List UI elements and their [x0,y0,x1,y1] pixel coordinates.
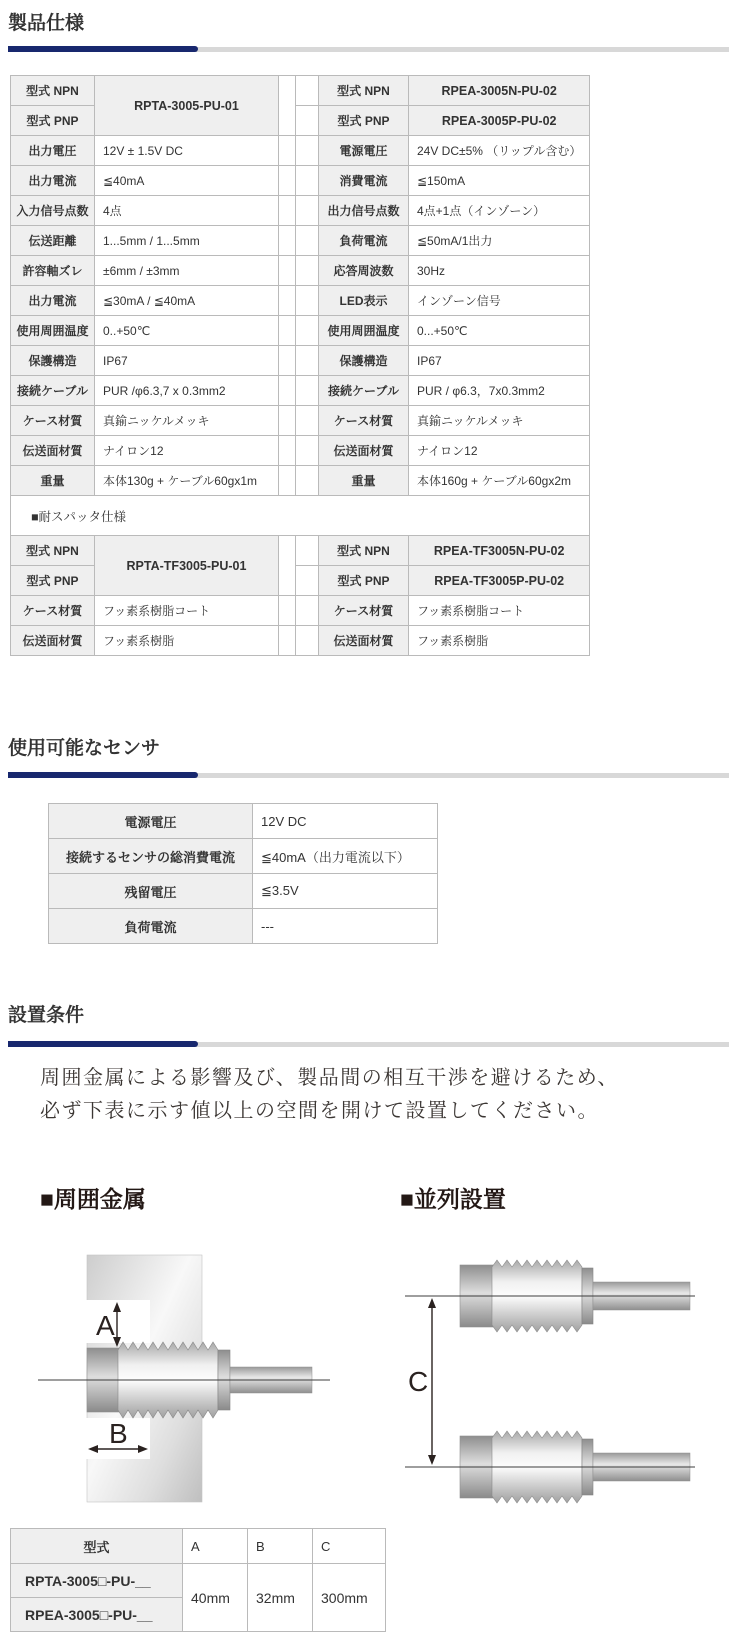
spacer-cell [296,196,319,226]
spacer-cell [296,466,319,496]
spec-label-cell: LED表示 [319,286,409,316]
spec-label-cell: 伝送面材質 [11,436,95,466]
table-row [11,196,590,226]
spacer-cell [296,596,319,626]
spec-label-cell: 出力電圧 [11,136,95,166]
spacer-cell [279,376,296,406]
spec-label-cell: 伝送面材質 [319,436,409,466]
spec-value-cell: 0..+50℃ [95,316,279,346]
dim-b-value: 32mm [248,1564,313,1632]
surrounding-metal-diagram [30,1225,350,1515]
spacer-cell [296,286,319,316]
spec-model-cell: RPTA-3005-PU-01 [95,76,279,136]
dimension-a-label: A [96,1310,115,1341]
spec-label-cell: 伝送面材質 [11,626,95,656]
table-row [11,166,590,196]
spacer-cell [279,136,296,166]
table-row [49,909,438,944]
section-rule-accent [8,1041,198,1047]
spec-value-cell: 真鍮ニッケルメッキ [409,406,590,436]
spec-label-cell: 型式 PNP [319,566,409,596]
spec-value-cell: フッ素系樹脂コート [409,596,590,626]
installation-note [40,1062,619,1128]
spec-value-cell: 1...5mm / 1...5mm [95,226,279,256]
spec-value-cell: 12V ± 1.5V DC [95,136,279,166]
spec-label-cell: 使用周囲温度 [319,316,409,346]
spec-label-cell: 型式 NPN [319,76,409,106]
installation-note-line1: 周囲金属による影響及び、製品間の相互干渉を避けるため、 [40,1067,619,1089]
spec-label-cell: 出力信号点数 [319,196,409,226]
table-row [49,804,438,839]
table-row [11,226,590,256]
spec-label-cell: 電源電圧 [319,136,409,166]
table-row [11,346,590,376]
spec-value-cell: 30Hz [409,256,590,286]
spacer-cell [296,346,319,376]
table-row [11,256,590,286]
sensor-value-cell: ≦3.5V [253,874,438,909]
table-row [11,376,590,406]
spacer-cell [279,286,296,316]
table-row [11,596,590,626]
table-row [11,1564,386,1598]
table-header-row [11,1529,386,1564]
spec-value-cell: ≦40mA [95,166,279,196]
table-row [49,874,438,909]
sensor-value-cell: ≦40mA（出力電流以下） [253,839,438,874]
spacer-cell [296,316,319,346]
section-rule-accent [8,772,198,778]
spacer-cell [279,316,296,346]
spec-label-cell: ケース材質 [319,406,409,436]
spec-label-cell: 入力信号点数 [11,196,95,226]
spec-label-cell: 保護構造 [11,346,95,376]
model-cell: RPTA-3005□-PU-__ [11,1564,183,1598]
spacer-cell [279,626,296,656]
spacer-cell [296,76,319,106]
spec-model-cell: RPEA-3005N-PU-02 [409,76,590,106]
spec-value-cell: ナイロン12 [409,436,590,466]
spec-value-cell: フッ素系樹脂 [95,626,279,656]
spec-value-cell: インゾーン信号 [409,286,590,316]
spec-model-cell: RPEA-TF3005P-PU-02 [409,566,590,596]
spec-label-cell: 型式 NPN [319,536,409,566]
spacer-cell [296,436,319,466]
spacer-cell [296,256,319,286]
dimension-b-label: B [109,1418,128,1449]
spec-label-cell: 型式 NPN [11,536,95,566]
spec-value-cell: 本体160g + ケーブル60gx2m [409,466,590,496]
spec-label-cell: 消費電流 [319,166,409,196]
spacer-cell [279,536,296,596]
spacer-cell [296,536,319,566]
spec-value-cell: 24V DC±5% （リップル含む） [409,136,590,166]
spec-value-cell: ≦50mA/1出力 [409,226,590,256]
spacer-cell [279,76,296,136]
spec-value-cell: ナイロン12 [95,436,279,466]
spec-label-cell: 重量 [11,466,95,496]
spacer-cell [296,376,319,406]
spec-model-cell: RPTA-TF3005-PU-01 [95,536,279,596]
spacer-cell [279,166,296,196]
diagram-title-parallel-mounting: ■並列設置 [400,1186,506,1212]
table-row [11,316,590,346]
spacer-cell [296,136,319,166]
spec-value-cell: ≦30mA / ≦40mA [95,286,279,316]
spec-value-cell: IP67 [95,346,279,376]
spec-label-cell: 接続ケーブル [319,376,409,406]
dim-c-value: 300mm [313,1564,386,1632]
spec-value-cell: ±6mm / ±3mm [95,256,279,286]
dimension-c-arrow [428,1298,436,1465]
spec-value-cell: 本体130g + ケーブル60gx1m [95,466,279,496]
usable-sensor-table [48,803,438,944]
spec-model-cell: RPEA-3005P-PU-02 [409,106,590,136]
clearance-dimension-table [10,1528,386,1632]
spec-value-cell: フッ素系樹脂 [409,626,590,656]
spacer-cell [279,436,296,466]
spec-label-cell: 許容軸ズレ [11,256,95,286]
table-row [11,536,590,566]
sensor-label-cell: 残留電圧 [49,874,253,909]
table-row-spatter-header [11,496,590,536]
spec-label-cell: 保護構造 [319,346,409,376]
spacer-cell [296,106,319,136]
spec-value-cell: 0...+50℃ [409,316,590,346]
spacer-cell [296,566,319,596]
spacer-cell [279,256,296,286]
spec-label-cell: 型式 PNP [11,566,95,596]
spacer-cell [296,226,319,256]
spacer-cell [279,346,296,376]
spacer-cell [279,466,296,496]
spec-value-cell: IP67 [409,346,590,376]
sensor-label-cell: 接続するセンサの総消費電流 [49,839,253,874]
sensor-value-cell: --- [253,909,438,944]
spec-label-cell: 型式 NPN [11,76,95,106]
sensor-label-cell: 負荷電流 [49,909,253,944]
sensor-label-cell: 電源電圧 [49,804,253,839]
spec-label-cell: 接続ケーブル [11,376,95,406]
spacer-cell [279,596,296,626]
spec-label-cell: 重量 [319,466,409,496]
spec-label-cell: ケース材質 [11,596,95,626]
column-header-b: B [248,1529,313,1564]
spec-value-cell: PUR /φ6.3,7 x 0.3mm2 [95,376,279,406]
table-row [11,136,590,166]
spacer-cell [279,406,296,436]
spec-label-cell: 伝送距離 [11,226,95,256]
spec-value-cell: 4点 [95,196,279,226]
spacer-cell [279,226,296,256]
spacer-cell [296,626,319,656]
table-row [49,839,438,874]
spec-label-cell: 応答周波数 [319,256,409,286]
section-rule [8,47,729,52]
spec-label-cell: 伝送面材質 [319,626,409,656]
dim-a-value: 40mm [183,1564,248,1632]
installation-note-line2: 必ず下表に示す値以上の空間を開けて設置してください。 [40,1100,599,1122]
spec-value-cell: ≦150mA [409,166,590,196]
model-cell: RPEA-3005□-PU-__ [11,1598,183,1632]
spacer-cell [296,166,319,196]
table-row [11,76,590,106]
diagram-title-surrounding-metal: ■周囲金属 [40,1186,146,1212]
spec-value-cell: PUR / φ6.3，7x0.3mm2 [409,376,590,406]
section-title-usable-sensors: 使用可能なセンサ [8,738,161,759]
section-rule [8,773,729,778]
spec-value-cell: 4点+1点（インゾーン） [409,196,590,226]
spec-label-cell: 使用周囲温度 [11,316,95,346]
spatter-section-label: ■耐スパッタ仕様 [11,496,590,536]
spec-model-cell: RPEA-TF3005N-PU-02 [409,536,590,566]
section-title-installation: 設置条件 [8,1005,85,1026]
spec-label-cell: ケース材質 [319,596,409,626]
section-rule-accent [8,46,198,52]
spec-label-cell: 型式 PNP [11,106,95,136]
column-header-c: C [313,1529,386,1564]
spec-label-cell: 負荷電流 [319,226,409,256]
spec-label-cell: 型式 PNP [319,106,409,136]
table-row [11,406,590,436]
dimension-c-label: C [408,1366,429,1397]
spec-label-cell: 出力電流 [11,166,95,196]
spec-label-cell: ケース材質 [11,406,95,436]
spec-value-cell: 真鍮ニッケルメッキ [95,406,279,436]
table-row [11,286,590,316]
spacer-cell [296,406,319,436]
column-header-model: 型式 [11,1529,183,1564]
table-row [11,466,590,496]
parallel-mounting-diagram [390,1235,700,1520]
spec-label-cell: 出力電流 [11,286,95,316]
section-rule [8,1042,729,1047]
sensor-value-cell: 12V DC [253,804,438,839]
column-header-a: A [183,1529,248,1564]
spacer-cell [279,196,296,226]
spec-value-cell: フッ素系樹脂コート [95,596,279,626]
spec-table [10,75,590,656]
table-row [11,436,590,466]
section-title-product-spec: 製品仕様 [8,13,85,34]
table-row [11,626,590,656]
